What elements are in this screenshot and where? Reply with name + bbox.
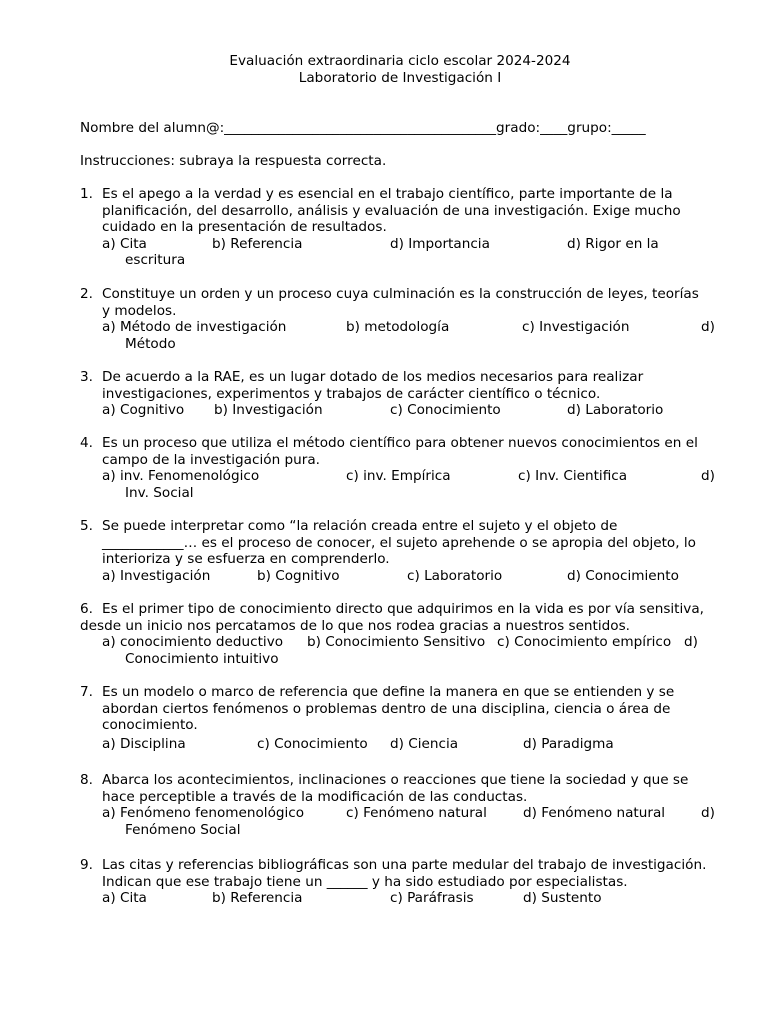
question-number: 7. (80, 684, 93, 700)
question-text: Indican que ese trabajo tiene un ______ y ha sido estudiado por especialistas. (102, 873, 628, 890)
option-d[interactable]: d) Conocimiento (567, 567, 679, 584)
option-d[interactable]: d) (701, 468, 715, 485)
option-d[interactable]: d) Paradigma (523, 735, 614, 752)
question-text: hace perceptible a través de la modificación de las conductas. (102, 788, 528, 805)
option-a[interactable]: a) Cognitivo (102, 402, 185, 419)
option-c[interactable]: c) Investigación (522, 319, 630, 336)
question-text: Es un modelo o marco de referencia que define la manera en que se entienden y se (102, 684, 675, 700)
option-d[interactable]: d) Sustento (523, 890, 602, 907)
answer-options (102, 236, 720, 253)
question-8 (80, 772, 720, 838)
option-c[interactable]: c) Conocimiento (390, 402, 501, 419)
option-c[interactable]: c) Conocimiento empírico (497, 634, 672, 651)
question-text: Las citas y referencias bibliográficas son una parte medular del trabajo de investigación. (102, 857, 707, 873)
option-c[interactable]: d) Fenómeno natural (523, 805, 666, 822)
question-number: 2. (80, 286, 93, 302)
answer-options (102, 468, 720, 485)
option-c[interactable]: c) Paráfrasis (390, 890, 474, 907)
option-c[interactable]: c) Inv. Cientifica (518, 468, 628, 485)
option-continuation: Inv. Social (125, 484, 194, 501)
question-7 (80, 684, 720, 752)
option-continuation: Fenómeno Social (125, 821, 241, 838)
option-d[interactable]: d) (701, 319, 715, 336)
option-d[interactable]: d) (684, 634, 698, 651)
option-c[interactable]: d) Ciencia (390, 735, 459, 752)
question-text: investigaciones, experimentos y trabajos de carácter científico o técnico. (102, 385, 601, 402)
question-number: 1. (80, 186, 93, 202)
answer-options (102, 805, 720, 822)
option-continuation: Método (125, 335, 176, 352)
question-text: De acuerdo a la RAE, es un lugar dotado de los medios necesarios para realizar (102, 369, 644, 385)
option-d[interactable]: d) (701, 805, 715, 822)
question-text: abordan ciertos fenómenos o problemas dentro de una disciplina, ciencia o área de (102, 700, 671, 717)
option-b[interactable]: b) Conocimiento Sensitivo (307, 634, 486, 651)
question-text: Es el primer tipo de conocimiento directo que adquirimos en la vida es por vía sensitiva, (102, 601, 704, 617)
option-b[interactable]: b) Referencia (212, 890, 303, 907)
option-a[interactable]: a) Cita (102, 890, 147, 907)
option-d[interactable]: d) Rigor en la (567, 235, 659, 252)
question-text: Es el apego a la verdad y es esencial en el trabajo científico, parte importante de la (102, 186, 673, 202)
question-2 (80, 286, 720, 352)
question-6 (80, 601, 720, 667)
question-text: planificación, del desarrollo, análisis y evaluación de una investigación. Exige mucho (102, 202, 681, 219)
question-text: interioriza y se esfuerza en comprenderlo. (102, 551, 390, 568)
option-a[interactable]: a) Disciplina (102, 735, 186, 752)
answer-options (102, 736, 720, 753)
question-text: campo de la investigación pura. (102, 451, 320, 468)
option-b[interactable]: c) Conocimiento (257, 735, 368, 752)
question-text: conocimiento. (102, 717, 198, 734)
question-text: ____________… es el proceso de conocer, el sujeto aprehende o se apropia del objeto, lo (102, 534, 696, 551)
option-b[interactable]: c) Fenómeno natural (346, 805, 487, 822)
option-b[interactable]: b) Cognitivo (257, 567, 340, 584)
option-b[interactable]: b) metodología (346, 319, 450, 336)
question-number: 8. (80, 772, 93, 788)
option-b[interactable]: b) Investigación (214, 402, 323, 419)
question-5 (80, 518, 720, 584)
option-a[interactable]: a) Fenómeno fenomenológico (102, 805, 305, 822)
option-a[interactable]: a) Método de investigación (102, 319, 287, 336)
question-text: desde un inicio nos percatamos de lo que nos rodea gracias a nuestros sentidos. (80, 617, 631, 634)
option-d[interactable]: d) Laboratorio (567, 402, 664, 419)
question-9 (80, 857, 720, 907)
question-number: 3. (80, 369, 93, 385)
question-number: 4. (80, 435, 93, 451)
instructions: Instrucciones: subraya la respuesta correcta. (80, 153, 387, 169)
question-text: Se puede interpretar como “la relación creada entre el sujeto y el objeto de (102, 518, 618, 534)
question-number: 6. (80, 601, 93, 617)
option-b[interactable]: c) inv. Empírica (346, 468, 451, 485)
question-text: Es un proceso que utiliza el método científico para obtener nuevos conocimientos en el (102, 435, 698, 451)
answer-options (102, 890, 720, 907)
question-text: y modelos. (102, 302, 177, 319)
exam-subtitle: Laboratorio de Investigación I (298, 70, 502, 86)
question-number: 9. (80, 857, 93, 873)
question-text: Constituye un orden y un proceso cuya culminación es la construcción de leyes, teorías (102, 286, 699, 302)
question-number: 5. (80, 518, 93, 534)
option-continuation: Conocimiento intuitivo (125, 650, 279, 667)
answer-options (102, 634, 720, 651)
question-text: Abarca los acontecimientos, inclinaciones o reacciones que tiene la sociedad y que se (102, 772, 689, 788)
exam-header (0, 53, 768, 87)
question-3 (80, 369, 720, 419)
question-1 (80, 186, 720, 269)
answer-options (102, 402, 720, 419)
option-b[interactable]: b) Referencia (212, 235, 303, 252)
option-a[interactable]: a) Cita (102, 235, 147, 252)
option-c[interactable]: c) Laboratorio (407, 567, 503, 584)
option-a[interactable]: a) conocimiento deductivo (102, 634, 284, 651)
option-a[interactable]: a) inv. Fenomenológico (102, 468, 260, 485)
answer-options (102, 568, 720, 585)
option-continuation: escritura (125, 252, 186, 269)
question-text: cuidado en la presentación de resultados. (102, 219, 387, 236)
question-4 (80, 435, 720, 501)
exam-title: Evaluación extraordinaria ciclo escolar 2024-2024 (229, 53, 571, 69)
answer-options (102, 319, 720, 336)
option-a[interactable]: a) Investigación (102, 567, 211, 584)
option-c[interactable]: d) Importancia (390, 235, 490, 252)
student-info-line: Nombre del alumn@:________________________________________grado:____grupo:_____ (80, 120, 646, 136)
